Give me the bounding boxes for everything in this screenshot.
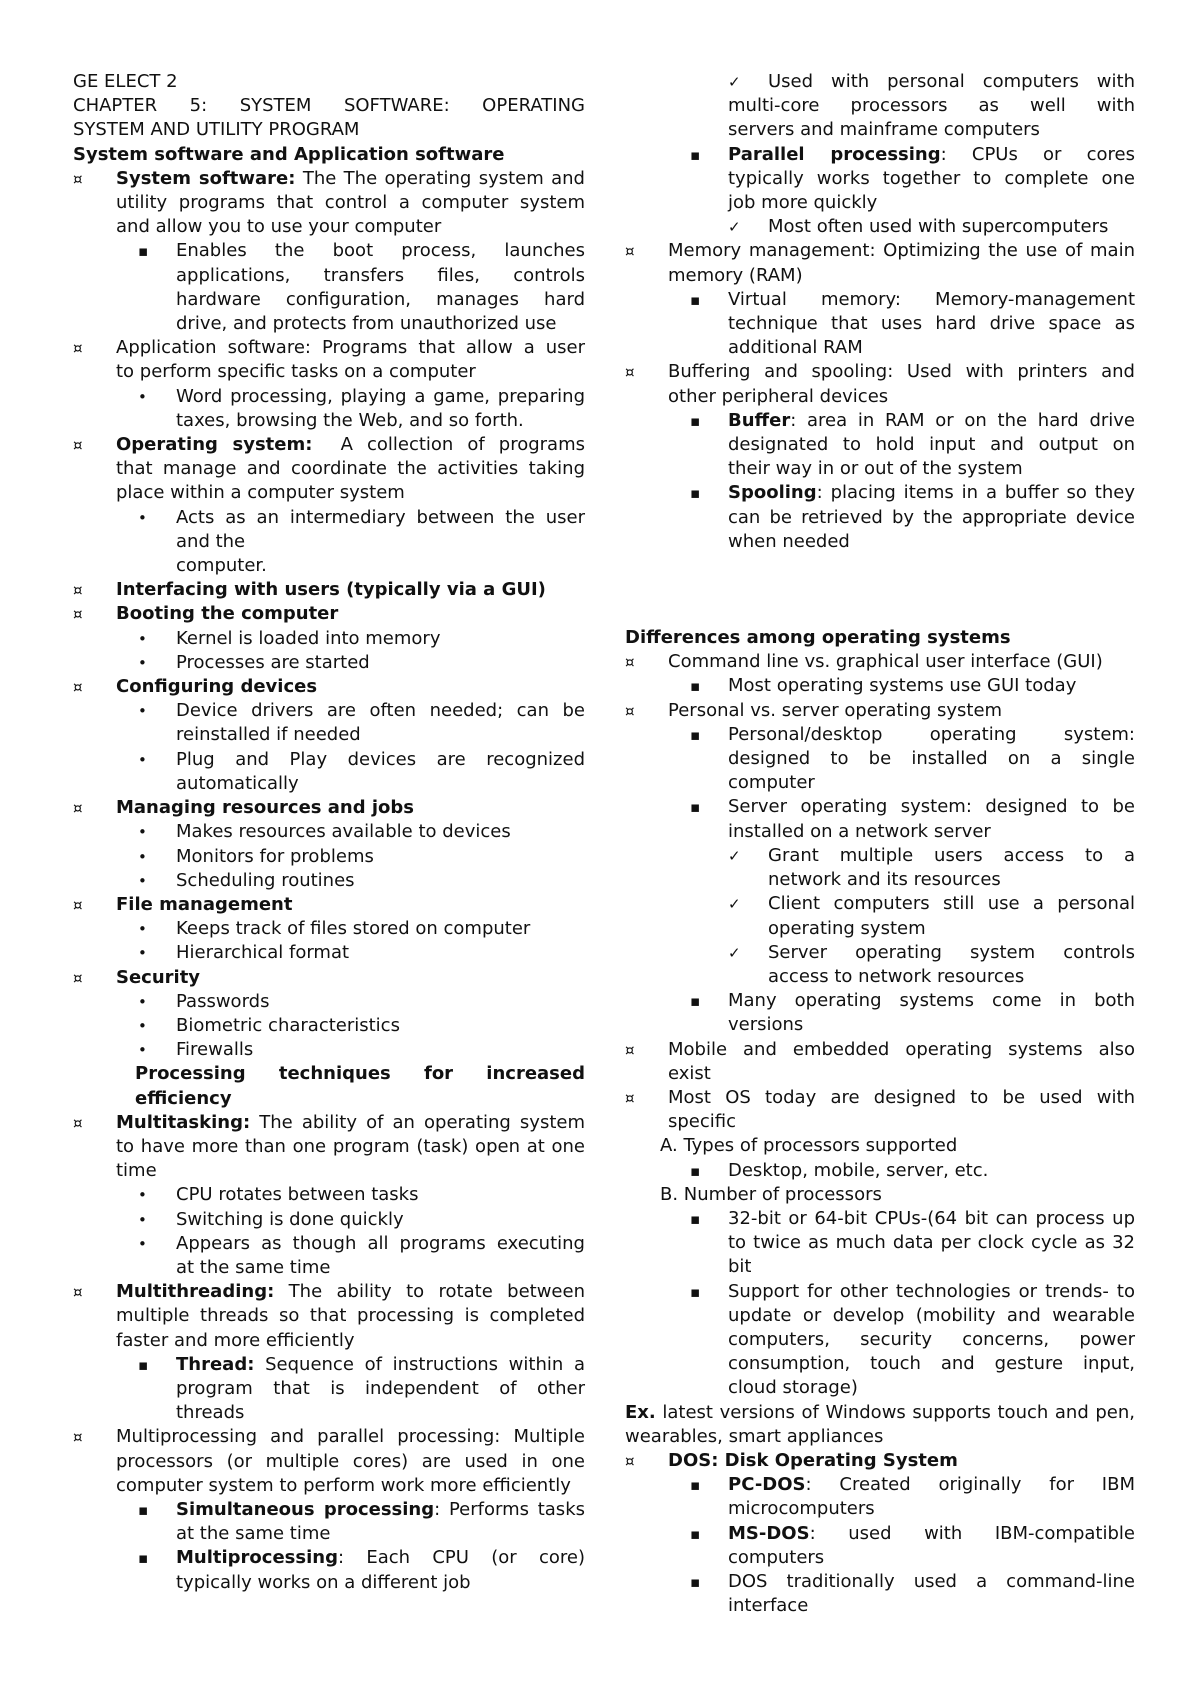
list-line: automatically	[176, 772, 299, 794]
square-bullet-icon: ▪	[690, 411, 701, 430]
list-item: A. Types of processors supported	[660, 1135, 958, 1157]
list-line: microcomputers	[728, 1498, 875, 1520]
square-bullet-icon: ▪	[690, 677, 701, 696]
right-column	[625, 70, 1135, 1618]
list-line: to have more than one program (task) open at one	[116, 1135, 585, 1157]
list-item: B. Number of processors	[660, 1183, 882, 1205]
list-item	[73, 748, 585, 772]
spacer	[625, 578, 1135, 602]
section-heading: System software and Application software	[73, 143, 505, 165]
list-line: multi-core processors as well with	[728, 95, 1135, 117]
text: Scheduling routines	[176, 869, 355, 891]
list-item	[73, 167, 585, 191]
list-item	[73, 602, 585, 626]
list-item	[625, 1449, 1135, 1473]
text: Kernel is loaded into memory	[176, 627, 441, 649]
list-line: computer.	[176, 555, 267, 577]
spacer	[625, 602, 1135, 626]
list-item	[625, 239, 1135, 263]
bullet-icon: •	[138, 920, 147, 939]
list-item	[73, 1546, 585, 1570]
term: Spooling	[728, 482, 817, 504]
square-bullet-icon: ▪	[690, 1282, 701, 1301]
list-line: when needed	[728, 530, 850, 552]
text: : placing items in a buffer so they	[816, 482, 1135, 504]
list-item	[73, 1353, 585, 1377]
list-item	[73, 675, 585, 699]
circle-bullet-icon: ¤	[73, 1113, 83, 1132]
list-item	[625, 1038, 1135, 1062]
text: Grant multiple users access to a	[768, 844, 1135, 866]
term: System software:	[116, 167, 296, 189]
text: Virtual memory: Memory-management	[728, 288, 1135, 310]
bullet-icon: •	[138, 1234, 147, 1253]
square-bullet-icon: ▪	[690, 1161, 701, 1180]
list-line: servers and mainframe computers	[728, 119, 1040, 141]
list-line: additional RAM	[728, 337, 863, 359]
square-bullet-icon: ▪	[138, 1500, 149, 1519]
bullet-icon: •	[138, 1210, 147, 1229]
text: Plug and Play devices are recognized	[176, 748, 585, 770]
bullet-icon: •	[138, 629, 147, 648]
list-line: time	[116, 1160, 157, 1182]
list-item	[625, 650, 1135, 674]
list-line: designated to hold input and output on	[728, 434, 1135, 456]
list-item	[625, 892, 1135, 916]
text: Mobile and embedded operating systems also	[668, 1038, 1135, 1060]
square-bullet-icon: ▪	[690, 725, 701, 744]
text: Acts as an intermediary between the user	[176, 506, 585, 528]
list-line: faster and more efficiently	[116, 1329, 355, 1351]
text: Personal/desktop operating system:	[728, 723, 1135, 745]
text: Keeps track of files stored on computer	[176, 918, 531, 940]
list-item	[73, 1232, 585, 1256]
bullet-icon: •	[138, 871, 147, 890]
bullet-icon: •	[138, 750, 147, 769]
term: Multitasking:	[116, 1111, 251, 1133]
list-line: place within a computer system	[116, 482, 405, 504]
list-item	[73, 1208, 585, 1232]
spacer	[625, 554, 1135, 578]
list-line: operating system	[768, 917, 926, 939]
diamond-bullet-icon: ¤	[625, 1040, 635, 1059]
list-line: computer system to perform work more efficiently	[116, 1474, 571, 1496]
text: The ability of an operating system	[259, 1111, 585, 1133]
list-line: to twice as much data per clock cycle as 32	[728, 1232, 1135, 1254]
list-line: consumption, touch and gesture input,	[728, 1353, 1135, 1375]
course-title: GE ELECT 2	[73, 71, 178, 92]
list-item	[625, 674, 1135, 698]
list-item	[73, 1183, 585, 1207]
list-line: computer	[728, 772, 815, 794]
bullet-icon: •	[138, 992, 147, 1011]
text: Processes are started	[176, 651, 370, 673]
list-item	[625, 409, 1135, 433]
term: PC-DOS	[728, 1474, 806, 1496]
circle-bullet-icon: ¤	[73, 799, 83, 818]
list-line: utility programs that control a computer system	[116, 192, 585, 214]
text: latest versions of Windows supports touch and pen,	[655, 1401, 1135, 1423]
subsection-heading: Processing techniques for increased	[135, 1063, 585, 1085]
text: Application software: Programs that allow a user	[116, 337, 585, 359]
text: Multiprocessing and parallel processing: Multiple	[116, 1426, 585, 1448]
checkmark-icon: ✓	[728, 846, 741, 865]
checkmark-icon: ✓	[728, 895, 741, 914]
list-line: program that is independent of other	[176, 1377, 585, 1399]
text: Enables the boot process, launches	[176, 240, 585, 262]
circle-bullet-icon: ¤	[73, 968, 83, 987]
text: Managing resources and jobs	[116, 797, 415, 819]
square-bullet-icon: ▪	[690, 1209, 701, 1228]
text: A collection of programs	[340, 434, 586, 456]
list-item	[625, 1522, 1135, 1546]
list-item	[73, 433, 585, 457]
text: Most often used with supercomputers	[768, 216, 1109, 238]
diamond-bullet-icon: ¤	[625, 701, 635, 720]
text: : Performs tasks	[434, 1498, 585, 1520]
text: Firewalls	[176, 1039, 254, 1061]
checkmark-icon: ✓	[728, 943, 741, 962]
bullet-icon: •	[138, 387, 147, 406]
text: Command line vs. graphical user interface (GUI)	[668, 651, 1103, 673]
list-item	[73, 1280, 585, 1304]
list-line: network and its resources	[768, 869, 1001, 891]
text: The ability to rotate between	[288, 1281, 585, 1303]
text: DOS traditionally used a command-line	[728, 1570, 1135, 1592]
list-item	[73, 336, 585, 360]
list-item	[73, 845, 585, 869]
text: Desktop, mobile, server, etc.	[728, 1159, 989, 1181]
bullet-icon: •	[138, 1186, 147, 1205]
list-item	[73, 578, 585, 602]
list-line: computers, security concerns, power	[728, 1328, 1135, 1350]
text: File management	[116, 893, 293, 915]
list-line: taxes, browsing the Web, and so forth.	[176, 409, 524, 431]
list-item	[625, 989, 1135, 1013]
bullet-icon: •	[138, 1041, 147, 1060]
square-bullet-icon: ▪	[690, 992, 701, 1011]
text: Many operating systems come in both	[728, 990, 1135, 1012]
text: Used with personal computers with	[768, 71, 1135, 92]
list-line: technique that uses hard drive space as	[728, 313, 1135, 335]
example-line: wearables, smart appliances	[625, 1425, 884, 1447]
text: Switching is done quickly	[176, 1208, 404, 1230]
square-bullet-icon: ▪	[138, 242, 149, 261]
list-line: can be retrieved by the appropriate device	[728, 506, 1135, 528]
text: Interfacing with users (typically via a GUI)	[116, 579, 546, 601]
list-item	[73, 820, 585, 844]
diamond-bullet-icon: ¤	[625, 1451, 635, 1470]
list-line: their way in or out of the system	[728, 458, 1023, 480]
list-item	[625, 360, 1135, 384]
list-line: typically works on a different job	[176, 1571, 471, 1593]
text: : CPUs or cores	[940, 143, 1136, 165]
square-bullet-icon: ▪	[690, 484, 701, 503]
checkmark-icon: ✓	[728, 218, 741, 237]
list-line: and allow you to use your computer	[116, 216, 442, 238]
list-line: processors (or multiple cores) are used in one	[116, 1450, 585, 1472]
list-line: applications, transfers files, controls	[176, 264, 585, 286]
text: Most operating systems use GUI today	[728, 675, 1077, 697]
list-item	[625, 723, 1135, 747]
text: Support for other technologies or trends- to	[728, 1280, 1135, 1302]
list-item	[73, 1111, 585, 1135]
list-item	[625, 1570, 1135, 1594]
left-column	[73, 70, 585, 1595]
subsection-heading: efficiency	[135, 1087, 232, 1109]
list-line: hardware configuration, manages hard	[176, 288, 585, 310]
list-item	[625, 941, 1135, 965]
list-item	[73, 627, 585, 651]
list-item	[625, 1159, 1135, 1183]
list-item	[625, 844, 1135, 868]
bullet-icon: •	[138, 702, 147, 721]
text: Device drivers are often needed; can be	[176, 700, 585, 722]
text: : used with IBM-compatible	[809, 1522, 1135, 1544]
list-line: that manage and coordinate the activities taking	[116, 458, 585, 480]
list-line: installed on a network server	[728, 820, 991, 842]
text: Word processing, playing a game, preparing	[176, 385, 585, 407]
list-line: exist	[668, 1062, 711, 1084]
text: DOS: Disk Operating System	[668, 1449, 958, 1471]
list-item	[625, 1207, 1135, 1231]
list-item	[73, 796, 585, 820]
list-item	[625, 143, 1135, 167]
text: Server operating system: designed to be	[728, 796, 1135, 818]
text: CPU rotates between tasks	[176, 1184, 419, 1206]
term: Simultaneous processing	[176, 1498, 435, 1520]
text: Server operating system controls	[768, 941, 1135, 963]
list-item	[625, 1473, 1135, 1497]
list-line: and the	[176, 530, 246, 552]
example-line	[625, 1401, 1135, 1425]
section-heading: Differences among operating systems	[625, 627, 1011, 649]
term: Ex.	[625, 1401, 656, 1423]
text: Sequence of instructions within a	[265, 1353, 585, 1375]
list-item	[73, 1038, 585, 1062]
list-item	[625, 215, 1135, 239]
text: Most OS today are designed to be used with	[668, 1086, 1135, 1108]
term: Multithreading:	[116, 1281, 275, 1303]
circle-bullet-icon: ¤	[73, 895, 83, 914]
term: Buffer	[728, 409, 791, 431]
text: Passwords	[176, 990, 270, 1012]
text: Personal vs. server operating system	[668, 699, 1003, 721]
list-item	[73, 1498, 585, 1522]
diamond-bullet-icon: ¤	[625, 1088, 635, 1107]
list-item	[73, 506, 585, 530]
list-item	[73, 1425, 585, 1449]
bullet-icon: •	[138, 653, 147, 672]
list-line: designed to be installed on a single	[728, 748, 1135, 770]
square-bullet-icon: ▪	[690, 1476, 701, 1495]
term: MS-DOS	[728, 1522, 810, 1544]
bullet-icon: •	[138, 508, 147, 527]
list-line: to perform specific tasks on a computer	[116, 361, 476, 383]
list-line: interface	[728, 1595, 809, 1617]
circle-bullet-icon: ¤	[625, 363, 635, 382]
diamond-bullet-icon: ¤	[73, 678, 83, 697]
list-line: at the same time	[176, 1523, 331, 1545]
list-item	[73, 917, 585, 941]
text: : Created originally for IBM	[805, 1474, 1135, 1496]
text: Booting the computer	[116, 603, 339, 625]
list-item	[625, 795, 1135, 819]
list-item	[73, 699, 585, 723]
list-line: cloud storage)	[728, 1377, 858, 1399]
chapter-title-line: CHAPTER 5: SYSTEM SOFTWARE: OPERATING	[73, 95, 585, 117]
diamond-bullet-icon: ¤	[625, 653, 635, 672]
circle-bullet-icon: ¤	[73, 436, 83, 455]
list-line: specific	[668, 1111, 737, 1133]
text: 32-bit or 64-bit CPUs-(64 bit can process up	[728, 1207, 1135, 1229]
list-item	[625, 288, 1135, 312]
list-item	[73, 893, 585, 917]
term: Parallel processing	[728, 143, 941, 165]
circle-bullet-icon: ¤	[73, 169, 83, 188]
bullet-icon: •	[138, 823, 147, 842]
list-item	[625, 699, 1135, 723]
text: Biometric characteristics	[176, 1014, 400, 1036]
diamond-bullet-icon: ¤	[73, 581, 83, 600]
term: Multiprocessing	[176, 1547, 338, 1569]
text: Monitors for problems	[176, 845, 374, 867]
list-line: memory (RAM)	[668, 264, 803, 286]
square-bullet-icon: ▪	[138, 1355, 149, 1374]
square-bullet-icon: ▪	[690, 290, 701, 309]
list-item	[73, 941, 585, 965]
list-line: update or develop (mobility and wearable	[728, 1304, 1135, 1326]
text: : Each CPU (or core)	[337, 1547, 585, 1569]
text: The The operating system and	[302, 167, 585, 189]
chapter-title-line: SYSTEM AND UTILITY PROGRAM	[73, 119, 360, 141]
list-item	[73, 1014, 585, 1038]
circle-bullet-icon: ¤	[73, 1428, 83, 1447]
bullet-icon: •	[138, 944, 147, 963]
square-bullet-icon: ▪	[690, 145, 701, 164]
list-item	[73, 385, 585, 409]
list-item	[73, 966, 585, 990]
text: Hierarchical format	[176, 942, 350, 964]
circle-bullet-icon: ¤	[73, 1283, 83, 1302]
list-line: typically works together to complete one	[728, 167, 1135, 189]
text: Client computers still use a personal	[768, 893, 1135, 915]
diamond-bullet-icon: ¤	[73, 605, 83, 624]
text: Makes resources available to devices	[176, 821, 511, 843]
bullet-icon: •	[138, 1016, 147, 1035]
list-item	[73, 651, 585, 675]
list-line: other peripheral devices	[668, 385, 889, 407]
square-bullet-icon: ▪	[690, 798, 701, 817]
list-line: job more quickly	[728, 192, 878, 214]
list-item	[625, 70, 1135, 94]
square-bullet-icon: ▪	[690, 1524, 701, 1543]
list-line: threads	[176, 1402, 245, 1424]
list-item	[73, 869, 585, 893]
square-bullet-icon: ▪	[138, 1549, 149, 1568]
text: Memory management: Optimizing the use of main	[668, 240, 1135, 262]
term: Operating system:	[116, 434, 313, 456]
square-bullet-icon: ▪	[690, 1572, 701, 1591]
list-item	[625, 1280, 1135, 1304]
text: Security	[116, 966, 201, 988]
list-item	[73, 239, 585, 263]
list-line: multiple threads so that processing is completed	[116, 1305, 585, 1327]
bullet-icon: •	[138, 847, 147, 866]
list-item	[625, 1086, 1135, 1110]
checkmark-icon: ✓	[728, 73, 741, 91]
text: Configuring devices	[116, 676, 318, 698]
circle-bullet-icon: ¤	[625, 242, 635, 261]
list-line: access to network resources	[768, 965, 1025, 987]
list-line: at the same time	[176, 1256, 331, 1278]
text: : area in RAM or on the hard drive	[790, 409, 1135, 431]
term: Thread:	[176, 1353, 255, 1375]
list-line: drive, and protects from unauthorized use	[176, 313, 557, 335]
list-item	[625, 481, 1135, 505]
text: Buffering and spooling: Used with printers and	[668, 361, 1135, 383]
list-line: reinstalled if needed	[176, 724, 361, 746]
list-item	[73, 990, 585, 1014]
text: Appears as though all programs executing	[176, 1232, 585, 1254]
list-line: versions	[728, 1014, 804, 1036]
circle-bullet-icon: ¤	[73, 339, 83, 358]
list-line: bit	[728, 1256, 752, 1278]
list-line: computers	[728, 1546, 825, 1568]
